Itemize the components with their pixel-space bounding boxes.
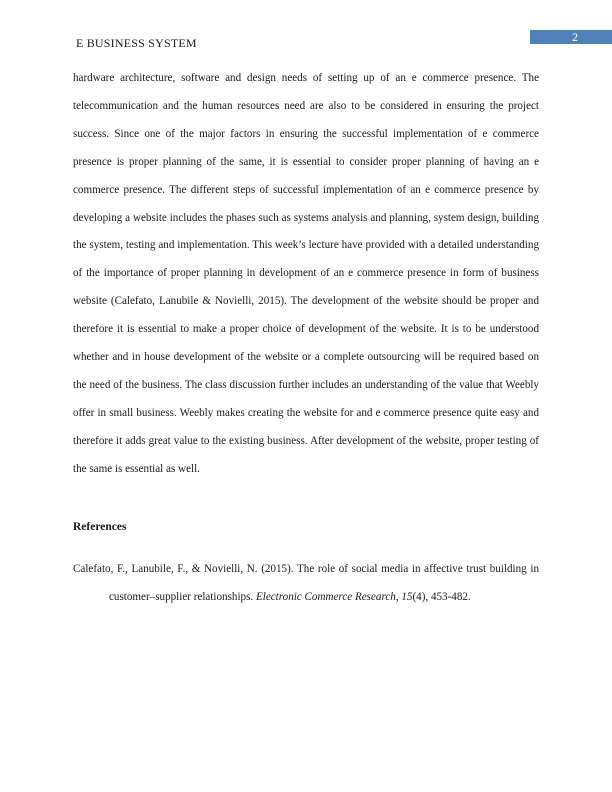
reference-separator: , [395,590,402,603]
body-paragraph: hardware architecture, software and design needs of setting up of an e commerce presence. The telecommunication and the human resources need are also to be considered in ensuring the project success. Since one of the major factors in ensuring the successful implementation of e commerce presence is proper planning of the same, it is essential to consider proper planning of having an e commerce presence. The different steps of successful implementation of an e commerce presence by developing a website includes the phases such as systems analysis and planning, system design, building the system, testing and implementation. This week’s lecture have provided with a detailed understanding of the importance of proper planning in development of an e commerce presence in form of business website (Calefato, Lanubile & Novielli, 2015). The development of the website should be proper and therefore it is essential to make a proper choice of development of the website. It is to be understood whether and in house development of the website or a complete outsourcing will be required based on the need of the business. The class discussion further includes an understanding of the value that Weebly offer in small business. Weebly makes creating the website for and e commerce presence quite easy and therefore it adds great value to the existing business. After development of the website, proper testing of the same is essential as well. [73,72,539,475]
page-number-box [530,30,612,44]
reference-entry [73,556,539,612]
running-head: E BUSINESS SYSTEM [76,36,197,50]
reference-journal: Electronic Commerce Research [255,590,396,603]
page-number: 2 [572,30,578,44]
reference-citation: Calefato, F., Lanubile, F., & Novielli, N. (2015). The role of social media in affective trust building in customer–supplier relationships. [73,563,539,603]
reference-issue-pages: (4), 453-482. [412,590,471,603]
references-heading: References [73,521,127,533]
reference-volume: 15 [401,590,413,603]
